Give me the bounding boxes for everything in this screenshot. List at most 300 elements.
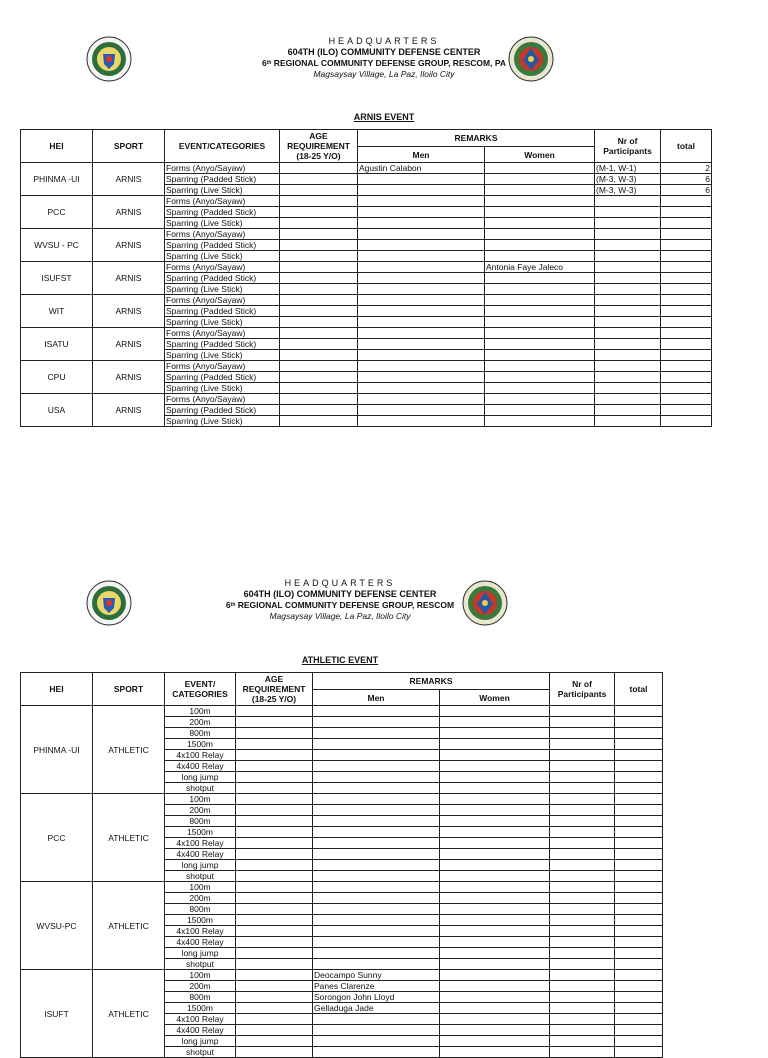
center-name: 604TH (ILO) COMMUNITY DEFENSE CENTER [287, 47, 481, 57]
women-cell [440, 728, 550, 739]
event-cell: 100m [165, 970, 236, 981]
sport-cell: ARNIS [93, 163, 165, 196]
participants-cell [550, 827, 615, 838]
women-cell [440, 1003, 550, 1014]
arnis-event-title: ARNIS EVENT [353, 112, 415, 122]
event-cell: 4x400 Relay [165, 937, 236, 948]
event-cell: 4x100 Relay [165, 838, 236, 849]
women-cell [440, 860, 550, 871]
table-row [21, 361, 712, 372]
arnis-table [20, 129, 712, 427]
total-cell [615, 948, 663, 959]
men-cell [358, 317, 485, 328]
total-cell [615, 772, 663, 783]
age-cell [280, 383, 358, 394]
event-cell: Sparring (Live Stick) [165, 416, 280, 427]
men-cell [313, 926, 440, 937]
men-cell [313, 1014, 440, 1025]
men-cell [313, 794, 440, 805]
women-cell [440, 827, 550, 838]
women-cell [440, 948, 550, 959]
col-age-2: AGE REQUIREMENT (18-25 Y/O) [236, 673, 313, 706]
age-cell [280, 262, 358, 273]
table-row [21, 262, 712, 273]
participants-cell [595, 383, 661, 394]
event-cell: Forms (Anyo/Sayaw) [165, 394, 280, 405]
event-cell: 4x400 Relay [165, 1025, 236, 1036]
men-cell [358, 273, 485, 284]
event-cell: Forms (Anyo/Sayaw) [165, 196, 280, 207]
event-cell: Sparring (Padded Stick) [165, 405, 280, 416]
age-cell [236, 882, 313, 893]
col-hei: HEI [21, 130, 93, 163]
women-cell [440, 1036, 550, 1047]
participants-cell [550, 882, 615, 893]
total-cell [661, 284, 712, 295]
total-cell [661, 207, 712, 218]
sport-cell: ARNIS [93, 262, 165, 295]
women-cell [485, 405, 595, 416]
total-cell [661, 361, 712, 372]
age-cell [280, 218, 358, 229]
men-cell [313, 761, 440, 772]
total-cell [615, 937, 663, 948]
sport-cell: ARNIS [93, 394, 165, 427]
men-cell: Gelladuga Jade [313, 1003, 440, 1014]
men-cell: Sorongon John Lloyd [313, 992, 440, 1003]
total-cell [661, 372, 712, 383]
men-cell [358, 251, 485, 262]
participants-cell [595, 229, 661, 240]
total-cell [615, 816, 663, 827]
event-cell: 1500m [165, 1003, 236, 1014]
men-cell [358, 207, 485, 218]
women-cell [440, 959, 550, 970]
women-cell [485, 240, 595, 251]
age-cell [236, 1014, 313, 1025]
age-cell [236, 1025, 313, 1036]
event-cell: Sparring (Live Stick) [165, 218, 280, 229]
hei-cell: PCC [21, 794, 93, 882]
women-cell [485, 229, 595, 240]
col-sport-2: SPORT [93, 673, 165, 706]
total-cell [615, 838, 663, 849]
women-cell [485, 251, 595, 262]
age-cell [280, 207, 358, 218]
men-cell [313, 750, 440, 761]
age-cell [280, 394, 358, 405]
men-cell [313, 1047, 440, 1058]
event-cell: Sparring (Padded Stick) [165, 273, 280, 284]
age-cell [280, 251, 358, 262]
col-women: Women [485, 147, 595, 163]
women-cell [485, 185, 595, 196]
event-cell: 800m [165, 728, 236, 739]
hei-cell: PHINMA -UI [21, 706, 93, 794]
age-cell [236, 992, 313, 1003]
age-cell [236, 816, 313, 827]
event-cell: Sparring (Live Stick) [165, 350, 280, 361]
event-cell: Forms (Anyo/Sayaw) [165, 295, 280, 306]
event-cell: 4x400 Relay [165, 761, 236, 772]
women-cell [485, 218, 595, 229]
men-cell [313, 772, 440, 783]
men-cell [313, 937, 440, 948]
age-cell [236, 871, 313, 882]
participants-cell [550, 926, 615, 937]
age-cell [236, 827, 313, 838]
event-cell: 4x400 Relay [165, 849, 236, 860]
age-cell [280, 372, 358, 383]
total-cell [615, 1047, 663, 1058]
participants-cell [550, 706, 615, 717]
hei-cell: PHINMA -UI [21, 163, 93, 196]
event-cell: 200m [165, 893, 236, 904]
participants-cell [550, 1014, 615, 1025]
total-cell: 6 [661, 174, 712, 185]
age-cell [280, 328, 358, 339]
event-cell: 4x100 Relay [165, 1014, 236, 1025]
women-cell [440, 772, 550, 783]
event-cell: Sparring (Padded Stick) [165, 207, 280, 218]
participants-cell [550, 783, 615, 794]
age-cell [280, 361, 358, 372]
men-cell [313, 827, 440, 838]
event-cell: Forms (Anyo/Sayaw) [165, 163, 280, 174]
men-cell [358, 328, 485, 339]
table-row [21, 794, 663, 805]
women-cell [485, 207, 595, 218]
total-cell [615, 1025, 663, 1036]
event-cell: Sparring (Live Stick) [165, 317, 280, 328]
col-event-2: EVENT/ CATEGORIES [165, 673, 236, 706]
total-cell [615, 1003, 663, 1014]
women-cell [440, 904, 550, 915]
col-men-2: Men [313, 690, 440, 706]
col-hei-2: HEI [21, 673, 93, 706]
men-cell [358, 218, 485, 229]
table-row [21, 970, 663, 981]
event-cell: 4x100 Relay [165, 750, 236, 761]
women-cell [485, 284, 595, 295]
women-cell [440, 1014, 550, 1025]
table-row [21, 882, 663, 893]
total-cell [615, 706, 663, 717]
women-cell [485, 273, 595, 284]
event-cell: Sparring (Padded Stick) [165, 306, 280, 317]
participants-cell [595, 262, 661, 273]
event-cell: Sparring (Padded Stick) [165, 174, 280, 185]
participants-cell [595, 416, 661, 427]
participants-cell [595, 207, 661, 218]
men-cell [358, 350, 485, 361]
sport-cell: ARNIS [93, 295, 165, 328]
hq-title-2: HEADQUARTERS [284, 578, 396, 588]
participants-cell [550, 761, 615, 772]
age-cell [280, 339, 358, 350]
participants-cell [595, 394, 661, 405]
women-cell [485, 339, 595, 350]
participants-cell [550, 772, 615, 783]
age-cell [236, 860, 313, 871]
women-cell [440, 1047, 550, 1058]
age-cell [280, 284, 358, 295]
event-cell: 100m [165, 794, 236, 805]
event-cell: 1500m [165, 827, 236, 838]
participants-cell [595, 251, 661, 262]
event-cell: 800m [165, 992, 236, 1003]
event-cell: Forms (Anyo/Sayaw) [165, 361, 280, 372]
participants-cell [595, 372, 661, 383]
event-cell: 4x100 Relay [165, 926, 236, 937]
women-cell [485, 306, 595, 317]
header-block [0, 36, 768, 80]
event-cell: Forms (Anyo/Sayaw) [165, 328, 280, 339]
hei-cell: ISUFT [21, 970, 93, 1058]
men-cell [358, 306, 485, 317]
athletic-table [20, 672, 663, 1058]
event-cell: 100m [165, 706, 236, 717]
age-cell [236, 959, 313, 970]
col-nr-2: Nr of Participants [550, 673, 615, 706]
women-cell [440, 717, 550, 728]
age-cell [236, 926, 313, 937]
age-cell [236, 706, 313, 717]
participants-cell [595, 350, 661, 361]
participants-cell [550, 838, 615, 849]
age-cell [236, 948, 313, 959]
total-cell: 6 [661, 185, 712, 196]
total-cell [661, 229, 712, 240]
age-cell [236, 761, 313, 772]
total-cell [615, 1036, 663, 1047]
sport-cell: ATHLETIC [93, 794, 165, 882]
col-total: total [661, 130, 712, 163]
total-cell [615, 981, 663, 992]
event-cell: Sparring (Live Stick) [165, 251, 280, 262]
participants-cell [550, 992, 615, 1003]
men-cell [358, 240, 485, 251]
group-name: 6th REGIONAL COMMUNITY DEFENSE GROUP, RESCOM, PA [261, 58, 507, 68]
total-cell [661, 383, 712, 394]
age-cell [236, 1047, 313, 1058]
women-cell [485, 328, 595, 339]
women-cell [440, 1025, 550, 1036]
total-cell [615, 827, 663, 838]
men-cell [313, 904, 440, 915]
men-cell [358, 174, 485, 185]
women-cell [485, 416, 595, 427]
age-cell [236, 893, 313, 904]
event-cell: long jump [165, 772, 236, 783]
participants-cell [550, 728, 615, 739]
participants-cell [550, 915, 615, 926]
participants-cell: (M-3, W-3) [595, 174, 661, 185]
men-cell [313, 893, 440, 904]
total-cell [661, 339, 712, 350]
event-cell: Sparring (Live Stick) [165, 185, 280, 196]
women-cell [485, 317, 595, 328]
participants-cell [595, 361, 661, 372]
men-cell [358, 361, 485, 372]
women-cell [485, 174, 595, 185]
total-cell [615, 849, 663, 860]
women-cell [440, 761, 550, 772]
participants-cell [595, 218, 661, 229]
total-cell [661, 405, 712, 416]
participants-cell [550, 981, 615, 992]
total-cell [615, 970, 663, 981]
event-cell: shotput [165, 959, 236, 970]
total-cell [661, 251, 712, 262]
event-cell: Sparring (Live Stick) [165, 383, 280, 394]
age-cell [280, 163, 358, 174]
participants-cell [550, 860, 615, 871]
age-cell [236, 937, 313, 948]
age-cell [236, 739, 313, 750]
men-cell [358, 229, 485, 240]
men-cell [313, 739, 440, 750]
event-cell: shotput [165, 783, 236, 794]
participants-cell [595, 273, 661, 284]
total-cell [661, 295, 712, 306]
address: Magsaysay Village, La Paz, Iloilo City [313, 69, 455, 79]
age-cell [236, 904, 313, 915]
age-cell [236, 717, 313, 728]
age-cell [280, 306, 358, 317]
total-cell [661, 273, 712, 284]
men-cell [358, 339, 485, 350]
age-cell [236, 783, 313, 794]
event-cell: 1500m [165, 739, 236, 750]
participants-cell [550, 970, 615, 981]
men-cell [358, 405, 485, 416]
women-cell [440, 816, 550, 827]
col-men: Men [358, 147, 485, 163]
women-cell [440, 871, 550, 882]
women-cell [485, 295, 595, 306]
age-cell [236, 849, 313, 860]
participants-cell [550, 937, 615, 948]
hq-title: HEADQUARTERS [328, 36, 440, 46]
table-row [21, 295, 712, 306]
total-cell [615, 717, 663, 728]
event-cell: Sparring (Padded Stick) [165, 339, 280, 350]
participants-cell [595, 339, 661, 350]
men-cell [313, 849, 440, 860]
hei-cell: USA [21, 394, 93, 427]
participants-cell [550, 893, 615, 904]
total-cell [661, 317, 712, 328]
age-cell [236, 750, 313, 761]
women-cell [440, 970, 550, 981]
total-cell [615, 750, 663, 761]
table-row [21, 229, 712, 240]
sport-cell: ARNIS [93, 328, 165, 361]
men-cell [358, 262, 485, 273]
col-remarks-2: REMARKS [313, 673, 550, 690]
men-cell [313, 1025, 440, 1036]
participants-cell [595, 306, 661, 317]
total-cell [615, 761, 663, 772]
participants-cell [550, 1036, 615, 1047]
age-cell [280, 240, 358, 251]
men-cell [313, 871, 440, 882]
total-cell [661, 416, 712, 427]
event-cell: Sparring (Padded Stick) [165, 372, 280, 383]
sport-cell: ATHLETIC [93, 706, 165, 794]
hei-cell: CPU [21, 361, 93, 394]
age-cell [280, 273, 358, 284]
age-cell [280, 350, 358, 361]
event-cell: 800m [165, 816, 236, 827]
participants-cell [550, 739, 615, 750]
participants-cell [550, 948, 615, 959]
event-cell: long jump [165, 948, 236, 959]
total-cell [615, 805, 663, 816]
table-row [21, 163, 712, 174]
total-cell [661, 328, 712, 339]
event-cell: long jump [165, 860, 236, 871]
women-cell [440, 926, 550, 937]
hei-cell: ISUFST [21, 262, 93, 295]
age-cell [236, 970, 313, 981]
total-cell [615, 992, 663, 1003]
age-cell [280, 174, 358, 185]
event-cell: Forms (Anyo/Sayaw) [165, 262, 280, 273]
participants-cell [550, 1003, 615, 1014]
total-cell [615, 728, 663, 739]
total-cell [615, 904, 663, 915]
men-cell: Agustin Calabon [358, 163, 485, 174]
women-cell [485, 196, 595, 207]
men-cell [358, 416, 485, 427]
women-cell [440, 849, 550, 860]
men-cell [358, 196, 485, 207]
sport-cell: ATHLETIC [93, 970, 165, 1058]
women-cell [440, 937, 550, 948]
total-cell [615, 893, 663, 904]
participants-cell [595, 196, 661, 207]
women-cell [485, 372, 595, 383]
col-sport: SPORT [93, 130, 165, 163]
sport-cell: ATHLETIC [93, 882, 165, 970]
participants-cell [550, 805, 615, 816]
men-cell [313, 816, 440, 827]
participants-cell: (M-3, W-3) [595, 185, 661, 196]
total-cell [615, 860, 663, 871]
table-row [21, 196, 712, 207]
age-cell [280, 196, 358, 207]
total-cell [615, 871, 663, 882]
participants-cell [595, 284, 661, 295]
participants-cell [550, 794, 615, 805]
total-cell [661, 394, 712, 405]
header-block-2 [0, 578, 724, 622]
event-cell: Sparring (Live Stick) [165, 284, 280, 295]
age-cell [280, 317, 358, 328]
total-cell [615, 915, 663, 926]
women-cell [485, 163, 595, 174]
age-cell [280, 295, 358, 306]
men-cell [358, 295, 485, 306]
women-cell [485, 350, 595, 361]
age-cell [236, 915, 313, 926]
total-cell [615, 739, 663, 750]
men-cell [313, 728, 440, 739]
athletic-event-title: ATHLETIC EVENT [301, 655, 379, 665]
participants-cell [595, 240, 661, 251]
